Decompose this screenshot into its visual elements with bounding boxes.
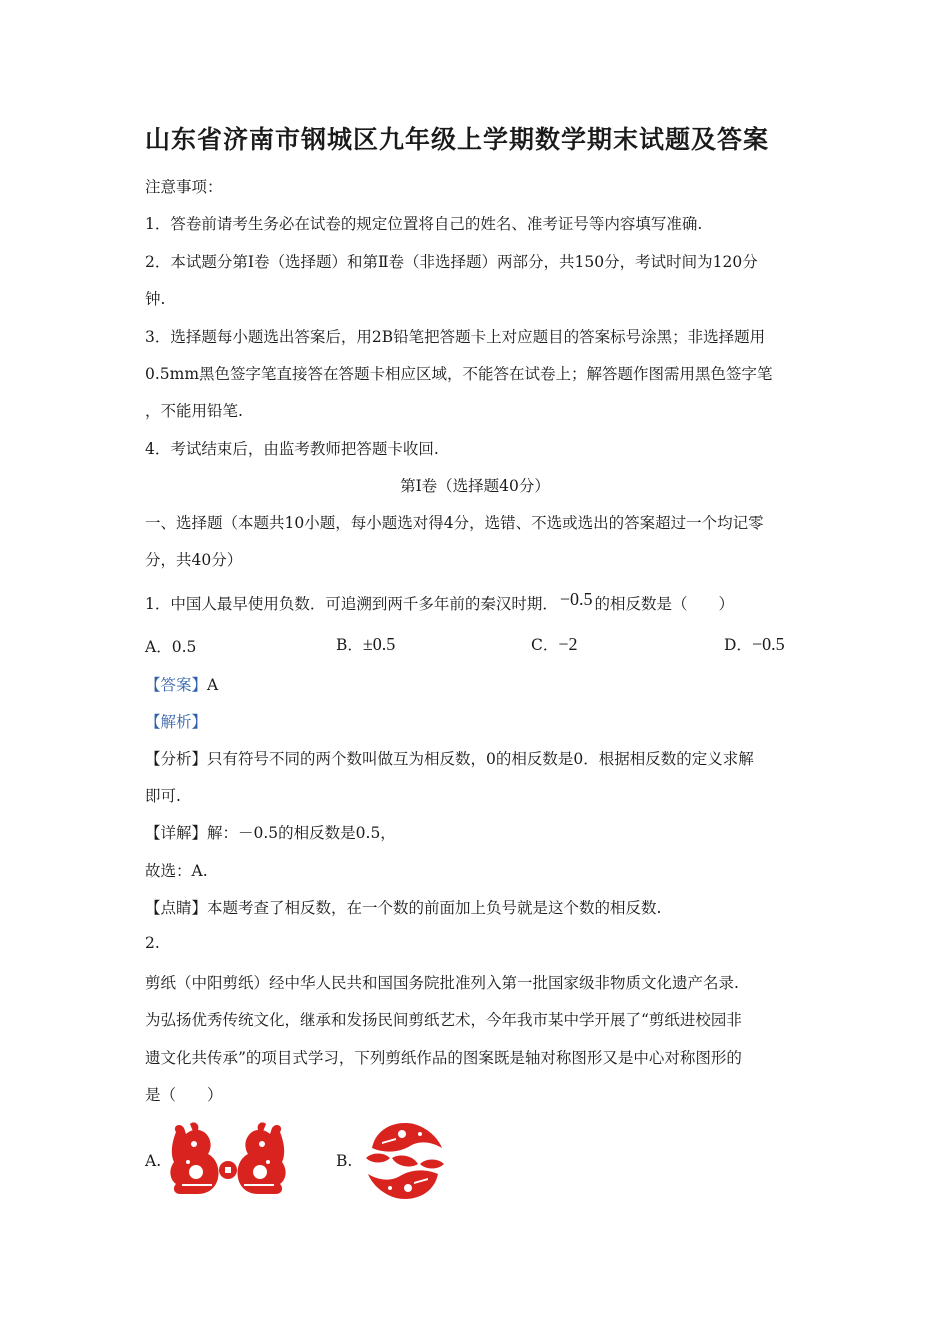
option-a (145, 635, 196, 657)
option-label: D． (724, 636, 752, 654)
answer-line (145, 673, 218, 695)
option-label: C． (531, 636, 559, 654)
detail-text: 【详解】解：－0.5的相反数是0.5， (145, 824, 396, 842)
papercut-fish-image (362, 1118, 448, 1204)
choose-text: 故选：A. (145, 862, 208, 880)
question-1 (145, 589, 735, 614)
notice-line: ，不能用铅笔. (145, 402, 243, 420)
page-title: 山东省济南市钢城区九年级上学期数学期末试题及答案 (145, 125, 770, 154)
question-2-number: 2. (145, 934, 160, 952)
notice-line: 钟. (145, 290, 166, 308)
analysis-text: 【分析】只有符号不同的两个数叫做互为相反数，0的相反数是0．根据相反数的定义求解 (145, 750, 754, 768)
question-1-text-after: 的相反数是（ ） (594, 595, 735, 613)
option-c (531, 633, 578, 655)
notice-line: 0.5mm黑色签字笔直接答在答题卡相应区域，不能答在试卷上；解答题作图需用黑色签字笔 (145, 365, 773, 383)
question-1-math: −0.5 (559, 589, 593, 609)
option-value: 0.5 (171, 638, 197, 656)
analysis-text: 即可. (145, 787, 181, 805)
section-intro: 一、选择题（本题共10小题，每小题选对得4分，选错、不选或选出的答案超过一个均记零 (145, 514, 764, 532)
answer-value: A (207, 676, 219, 694)
notice-line: 3．选择题每小题选出答案后，用2B铅笔把答题卡上对应题目的答案标号涂黑；非选择题用 (145, 328, 766, 346)
notice-line: 4．考试结束后，由监考教师把答题卡收回. (145, 440, 439, 458)
analysis-tag: 【解析】 (145, 713, 208, 731)
option-value: −0.5 (751, 634, 785, 654)
section-intro: 分，共40分） (145, 551, 243, 569)
papercut-rabbits-image (168, 1122, 288, 1198)
option-value: −2 (558, 634, 578, 654)
option-d (724, 633, 785, 655)
notice-heading: 注意事项： (145, 178, 223, 196)
notice-line: 2．本试题分第Ⅰ卷（选择题）和第Ⅱ卷（非选择题）两部分，共150分，考试时间为120分 (145, 253, 758, 271)
question-2-text: 遗文化共传承”的项目式学习，下列剪纸作品的图案既是轴对称图形又是中心对称图形的 (145, 1049, 742, 1067)
option-value: ±0.5 (362, 634, 396, 654)
question-2-text: 剪纸（中阳剪纸）经中华人民共和国国务院批准列入第一批国家级非物质文化遗产名录. (145, 974, 739, 992)
option-b: B. (336, 1152, 353, 1170)
question-2-text: 是（ ） (145, 1086, 223, 1104)
section-title: 第Ⅰ卷（选择题40分） (400, 477, 550, 495)
answer-tag: 【答案】 (145, 676, 208, 694)
option-a: A. (145, 1152, 162, 1170)
notice-line: 1．答卷前请考生务必在试卷的规定位置将自己的姓名、准考证号等内容填写准确. (145, 215, 703, 233)
question-1-text: 1．中国人最早使用负数．可追溯到两千多年前的秦汉时期． (145, 595, 558, 613)
option-label: A． (145, 638, 172, 656)
question-2-text: 为弘扬优秀传统文化，继承和发扬民间剪纸艺术，今年我市某中学开展了“剪纸进校园非 (145, 1011, 742, 1029)
option-b (336, 633, 395, 655)
option-label: B． (336, 636, 363, 654)
comment-text: 【点睛】本题考查了相反数，在一个数的前面加上负号就是这个数的相反数. (145, 899, 662, 917)
